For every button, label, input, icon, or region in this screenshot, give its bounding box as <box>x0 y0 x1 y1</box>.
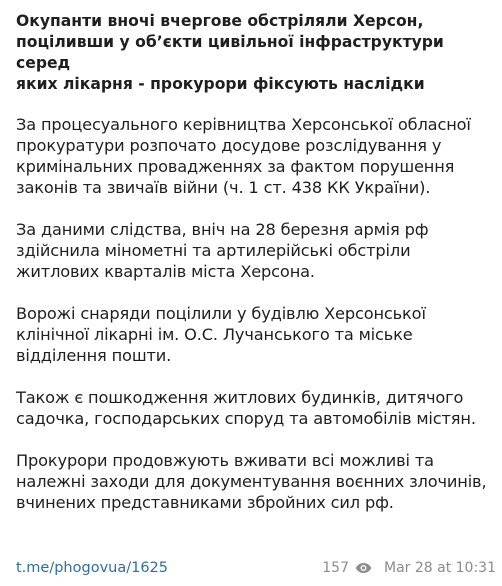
eye-icon <box>355 562 372 574</box>
message-paragraph-2: За даними слідства, вніч на 28 березня армія рф здійснила мінометні та артилерійські обстріли житлових кварталів міста Херсона. <box>16 220 429 281</box>
message-timestamp: Mar 28 at 10:31 <box>384 560 496 576</box>
message-footer <box>16 558 496 578</box>
message-paragraph-5: Прокурори продовжують вживати всі можливі та належні заходи для документування воєнних злочинів, вчинених представниками збройних сил рф. <box>16 451 487 512</box>
message-paragraph-4: Також є пошкодження житлових будинків, дитячого садочка, господарських споруд та автомобілів містян. <box>16 388 476 428</box>
message-paragraph-3: Ворожі снаряди поцілили у будівлю Херсонської клінічної лікарні ім. О.С. Лучанського та міське відділення пошти. <box>16 304 426 365</box>
message-body <box>16 11 494 513</box>
message-meta <box>322 560 496 576</box>
post-link[interactable]: t.me/phogovua/1625 <box>16 560 169 576</box>
message-paragraph-1: За процесуального керівництва Херсонської обласної прокуратури розпочато досудове розслідування у кримінальних провадженнях за фактом порушення законів та звичаїв війни (ч. 1 ст. 438 КК України). <box>16 115 471 197</box>
message-headline: Окупанти вночі вчергове обстріляли Херсон, поціливши у об’єкти цивільної інфраструктури серед яких лікарня - прокурори фіксують наслідки <box>16 12 444 93</box>
view-count: 157 <box>322 560 349 576</box>
